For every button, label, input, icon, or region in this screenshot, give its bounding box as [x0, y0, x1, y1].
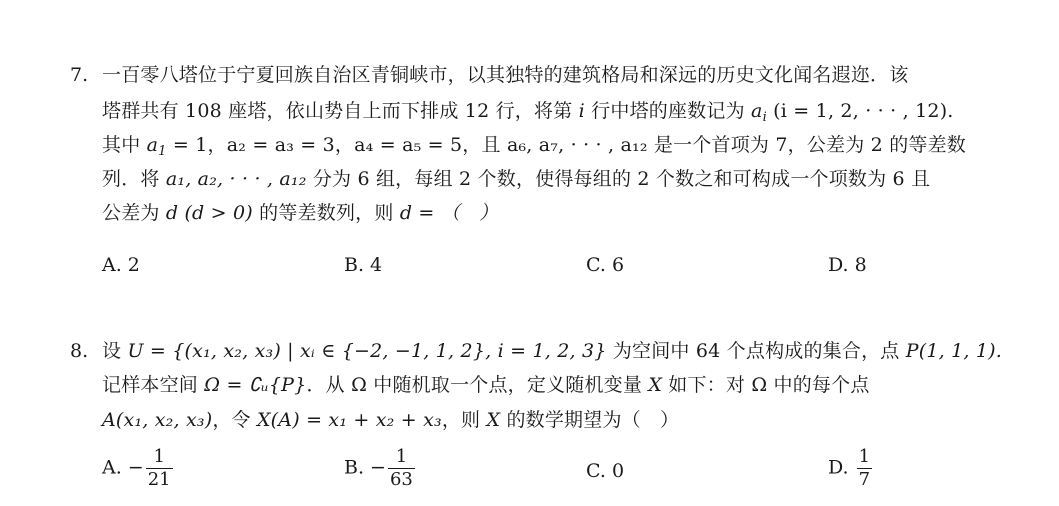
fraction: $\frac{1}{63}$	[389, 446, 413, 490]
choice-a[interactable]: A. − $\frac{1}{21}$	[102, 446, 171, 490]
problem-7-line-1: 一百零八塔位于宁夏回族自治区青铜峡市，以其独特的建筑格局和深远的历史文化闻名遐迩．该	[102, 64, 909, 86]
problem-7-number: 7.	[70, 64, 89, 86]
problem-7-line-5: 公差为 d (d > 0) 的等差数列，则 d = （ ）	[102, 202, 499, 224]
choice-c[interactable]: C. 6	[586, 254, 625, 276]
problem-8-choices	[102, 446, 1002, 506]
choice-c[interactable]: C. 0	[586, 460, 625, 482]
problem-7-line-4: 列．将 a₁, a₂, · · · , a₁₂ 分为 6 组，每组 2 个数，使得每组的 2 个数之和可构成一个项数为 6 且	[102, 168, 931, 190]
fraction: $\frac{1}{7}$	[858, 446, 871, 490]
problem-7-line-2: 塔群共有 108 座塔，依山势自上而下排成 12 行，将第 i 行中塔的座数记为 $a_i$ (i = 1, 2, · · · , 12).	[102, 100, 954, 125]
problem-8-line-2: 记样本空间 Ω = ∁ᵤ{P}．从 Ω 中随机取一个点，定义随机变量 X 如下：对 Ω 中的每个点	[102, 374, 870, 396]
choice-a[interactable]: A. 2	[102, 254, 140, 276]
problem-7-line-3: 其中 $a_1 = 1$，a₂ = a₃ = 3，a₄ = a₅ = 5，且 a₆, a₇, · · · , a₁₂ 是一个首项为 7，公差为 2 的等差数	[102, 134, 967, 159]
problem-8-line-1: 设 U = {(x₁, x₂, x₃) | xᵢ ∈ {−2, −1, 1, 2}, i = 1, 2, 3} 为空间中 64 个点构成的集合，点 P(1, 1, 1).	[102, 340, 1002, 362]
problem-8-line-3: A(x₁, x₂, x₃)，令 X(A) = x₁ + x₂ + x₃，则 X 的数学期望为（ ）	[102, 409, 680, 431]
choice-d[interactable]: D. 8	[828, 254, 867, 276]
choice-b[interactable]: B. 4	[344, 254, 383, 276]
fraction: $\frac{1}{21}$	[147, 446, 171, 490]
choice-b[interactable]: B. − $\frac{1}{63}$	[344, 446, 413, 490]
choice-d[interactable]: D. $\frac{1}{7}$	[828, 446, 871, 490]
problem-8-number: 8.	[70, 340, 89, 362]
